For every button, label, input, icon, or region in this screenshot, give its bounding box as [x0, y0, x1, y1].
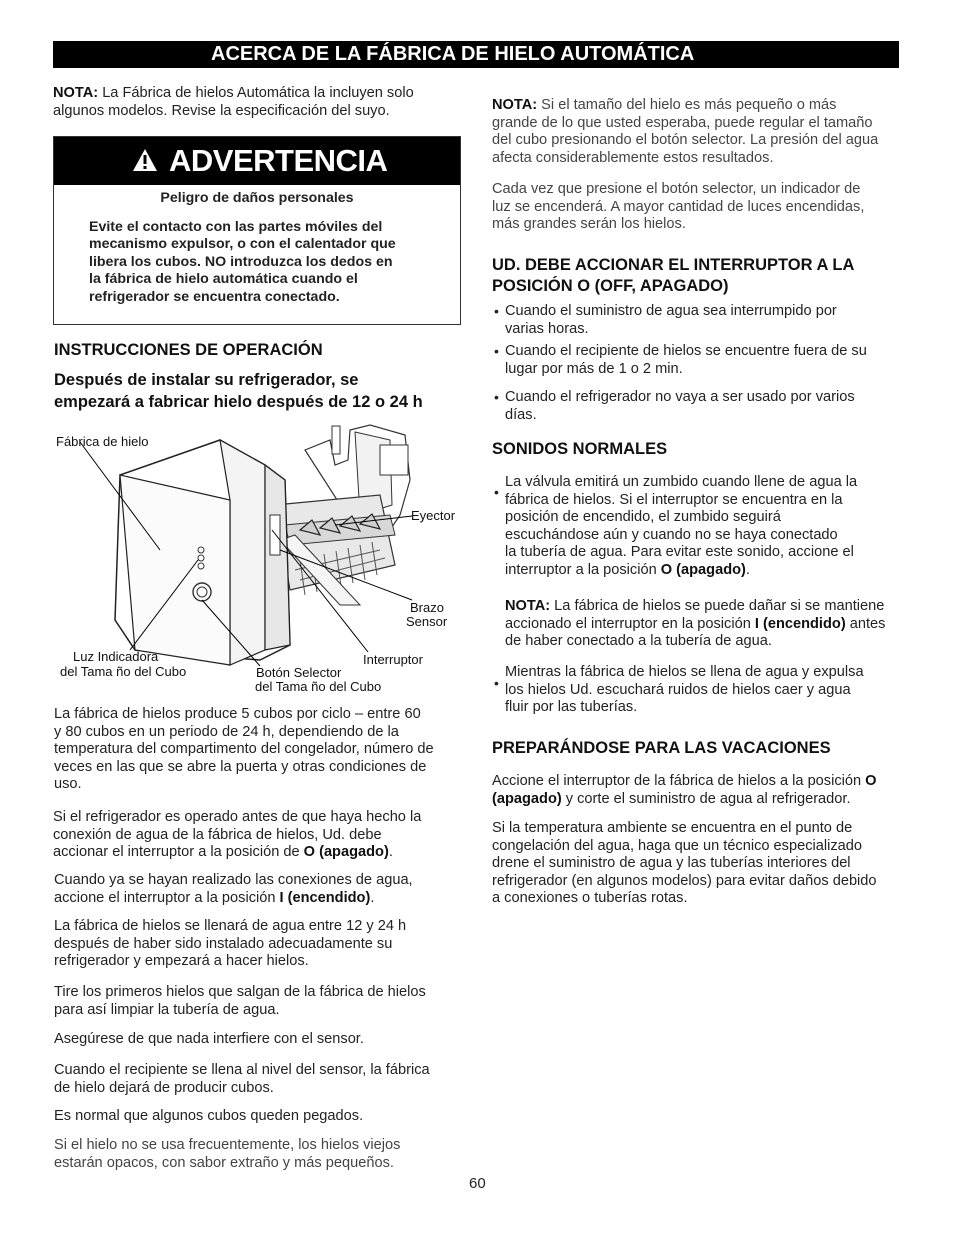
text-line: Si el tamaño del hielo es más pequeño o más: [537, 97, 837, 113]
text-line: Cuando el recipiente se llena al nivel del sensor, la fábrica: [54, 1062, 430, 1078]
text-line: luz se encenderá. A mayor cantidad de luces encendidas,: [492, 198, 865, 215]
sound-fill-paragraph: [505, 664, 920, 717]
label-selector-button: Botón Selector: [256, 665, 342, 680]
text-line: La fábrica de hielos se puede dañar si se mantiene: [550, 598, 885, 614]
text-line: Si el hielo no se usa frecuentemente, los hielos viejos: [54, 1137, 401, 1153]
text-line: Cuando ya se hayan realizado las conexiones de agua,: [54, 872, 413, 888]
note-label: NOTA:: [505, 598, 551, 614]
text-line: Cuando el refrigerador no vaya a ser usado por varios: [505, 389, 855, 405]
text-line: la tubería de agua. Para evitar este sonido, accione el: [505, 544, 854, 560]
text-line: Cada vez que presione el botón selector, un indicador de: [492, 181, 861, 197]
text-line: accionado el interruptor en la posición: [505, 615, 755, 632]
warning-line: mecanismo expulsor, o con el calentador que: [89, 236, 396, 253]
paragraph-fill-water: [54, 918, 474, 971]
bold-text: I (encendido): [279, 889, 371, 906]
bold-text: O: [865, 773, 877, 789]
label-arm: Brazo: [410, 600, 444, 615]
text-line: .: [370, 889, 375, 906]
text-line: para así limpiar la tubería de agua.: [54, 1001, 280, 1018]
warning-subtitle: Peligro de daños personales: [160, 190, 354, 206]
page-number: 60: [469, 1175, 486, 1192]
paragraph-before-connection: [53, 809, 473, 862]
label-ice-maker: Fábrica de hielo: [56, 434, 149, 449]
text-line: más grandes serán los hielos.: [492, 216, 686, 232]
warning-title: ADVERTENCIA: [169, 143, 388, 178]
text-line: a conexiones o tuberías rotas.: [492, 890, 688, 906]
switch-bullet-2: [505, 343, 915, 378]
bold-text: O (apagado): [303, 844, 389, 860]
text-line: después de haber sido instalado adecuadamente su: [54, 935, 393, 952]
text-line: drene el suministro de agua y las tuberías interiores del: [492, 855, 851, 871]
note-text: La Fábrica de hielos Automática la incluyen solo: [102, 85, 414, 101]
warning-body: [89, 219, 440, 306]
bold-text: I (encendido): [754, 615, 846, 632]
section-header: [53, 41, 899, 68]
text-line: La fábrica de hielos produce 5 cubos por ciclo – entre 60: [54, 706, 421, 722]
text-line: veces en las que se abre la puerta y otras condiciones de: [54, 758, 427, 775]
warning-triangle-icon: [132, 148, 158, 172]
bullet-dot: •: [494, 675, 499, 691]
right-note: [492, 97, 912, 167]
text-line: congelación del agua, haga que un técnico especializado: [492, 837, 862, 854]
bold-text: (apagado): [492, 790, 562, 807]
paragraph-stuck-cubes: Es normal que algunos cubos queden pegados.: [54, 1108, 364, 1124]
instructions-heading: INSTRUCCIONES DE OPERACIÓN: [54, 341, 323, 359]
paragraph-production: [54, 706, 474, 794]
text-line: refrigerador (en algunos modelos) para evitar daños debido: [492, 872, 877, 889]
text-line: Cuando el suministro de agua sea interrumpido por: [505, 303, 837, 319]
text-line: fábrica de hielos. Si el interruptor se encuentra en la: [505, 491, 843, 508]
text-line: de haber conectado a la tubería de agua.: [505, 633, 772, 649]
text-line: y corte el suministro de agua al refrigerador.: [561, 790, 851, 807]
text-line: del cubo presionando el botón selector. La presión del agua: [492, 132, 879, 148]
warning-box: [53, 136, 461, 325]
text-line: grande de lo que usted esperaba, puede regular el tamaño: [492, 114, 873, 131]
sound-note-paragraph: [505, 598, 925, 651]
note-label: NOTA:: [492, 97, 538, 113]
text-line: La fábrica de hielos se llenará de agua entre 12 y 24 h: [54, 918, 407, 934]
switch-bullet-3: [505, 389, 915, 424]
text-line: lugar por más de 1 o 2 min.: [505, 360, 683, 377]
warning-header: [54, 137, 460, 185]
warning-line: libera los cubos. NO introduzca los dedos en: [89, 253, 393, 270]
text-line: conexión de agua de la fábrica de hielos, Ud. debe: [53, 826, 382, 843]
label-indicator-light: Luz Indicadora: [73, 649, 159, 664]
text-line: Mientras la fábrica de hielos se llena de agua y expulsa: [505, 664, 864, 680]
paragraph-indicator-lights: [492, 181, 912, 234]
section-title: ACERCA DE LA FÁBRICA DE HIELO AUTOMÁTICA: [211, 43, 695, 65]
note-label: NOTA:: [53, 85, 99, 101]
text-line: posición de encendido, el zumbido seguirá: [505, 509, 781, 525]
vacation-paragraph-1: [492, 773, 912, 808]
paragraph-after-connection: [54, 872, 474, 907]
text-line: días.: [505, 406, 537, 423]
bullet-dot: •: [494, 303, 499, 319]
text-line: escuchándose aún y cuando no se haya conectado: [505, 526, 838, 543]
switch-heading: [492, 255, 854, 297]
vacation-heading: PREPARÁNDOSE PARA LAS VACACIONES: [492, 739, 831, 757]
label-sensor: Sensor: [406, 614, 448, 629]
vacation-paragraph-2: [492, 820, 912, 908]
bullet-dot: •: [494, 484, 499, 500]
text-line: accione el interruptor a la posición: [54, 889, 280, 906]
bullet-dot: •: [494, 343, 499, 359]
text-line: Tire los primeros hielos que salgan de la fábrica de hielos: [54, 984, 426, 1000]
instructions-subheading: [54, 369, 423, 413]
left-note: [53, 85, 473, 120]
text-line: Si el refrigerador es operado antes de que haya hecho la: [53, 809, 422, 825]
text-line: de hielo dejará de producir cubos.: [54, 1079, 274, 1096]
paragraph-discard-ice: [54, 984, 474, 1019]
note-text: algunos modelos. Revise la especificación del suyo.: [53, 102, 390, 119]
text-line: Cuando el recipiente de hielos se encuentre fuera de su: [505, 343, 867, 359]
text-line: interruptor a la posición: [505, 561, 661, 578]
heading-line: UD. DEBE ACCIONAR EL INTERRUPTOR A LA: [492, 256, 855, 274]
subheading-line: empezará a fabricar hielo después de 12 o 24 h: [54, 393, 423, 411]
text-line: estarán opacos, con sabor extraño y más pequeños.: [54, 1154, 394, 1171]
text-line: afecta considerablemente estos resultados.: [492, 149, 774, 166]
text-line: refrigerador y empezará a hacer hielos.: [54, 953, 309, 969]
bold-text: O (apagado): [660, 561, 746, 578]
text-line: y 80 cubos en un periodo de 24 h, dependiendo de la: [54, 723, 399, 740]
paragraph-old-ice: [54, 1137, 474, 1172]
text-line: .: [388, 844, 393, 860]
heading-line: POSICIÓN O (OFF, APAGADO): [492, 277, 729, 295]
text-line: .: [745, 561, 750, 578]
paragraph-sensor: Asegúrese de que nada interfiere con el sensor.: [54, 1031, 364, 1047]
paragraph-bin-full: [54, 1062, 474, 1097]
sound-valve-paragraph: [505, 474, 920, 579]
bullet-dot: •: [494, 389, 499, 405]
subheading-line: Después de instalar su refrigerador, se: [54, 371, 359, 389]
text-line: Si la temperatura ambiente se encuentra en el punto de: [492, 820, 853, 836]
text-line: los hielos Ud. escuchará ruidos de hielos caer y agua: [505, 681, 851, 698]
text-line: temperatura del compartimento del congelador, número de: [54, 741, 434, 757]
warning-line: la fábrica de hielo automática cuando el: [89, 271, 358, 288]
text-line: accionar el interruptor a la posición de: [53, 844, 304, 860]
label-ejector: Eyector: [411, 508, 456, 523]
text-line: varias horas.: [505, 320, 589, 337]
warning-line: Evite el contacto con las partes móviles del: [89, 219, 383, 235]
label-switch: Interruptor: [363, 652, 423, 667]
label-selector-button-2: del Tama ño del Cubo: [255, 679, 382, 694]
sounds-heading: SONIDOS NORMALES: [492, 440, 668, 458]
text-line: La válvula emitirá un zumbido cuando llene de agua la: [505, 474, 858, 490]
label-indicator-light-2: del Tama ño del Cubo: [60, 664, 187, 679]
warning-line: refrigerador se encuentra conectado.: [89, 288, 340, 305]
text-line: uso.: [54, 776, 82, 792]
text-line: antes: [845, 615, 886, 632]
text-line: Accione el interruptor de la fábrica de hielos a la posición: [492, 773, 866, 789]
switch-bullet-1: [505, 303, 915, 338]
text-line: fluir por las tuberías.: [505, 699, 638, 715]
